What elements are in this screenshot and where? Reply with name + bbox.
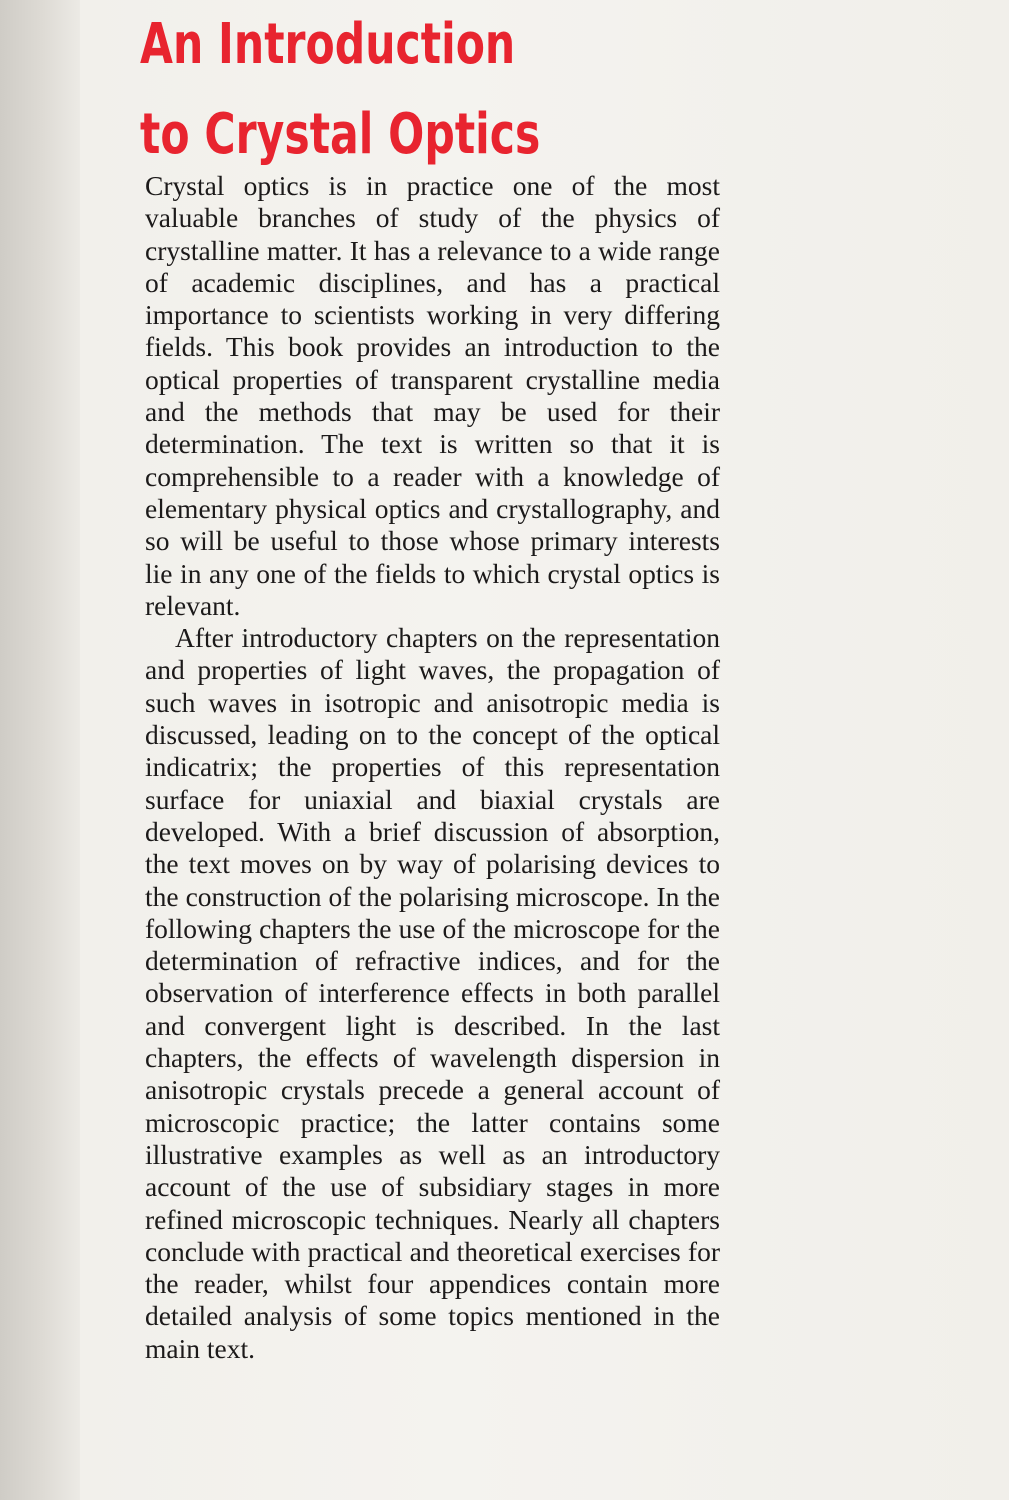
book-gutter-shadow (0, 0, 80, 1500)
description-paragraph-2: After introductory chapters on the representation and properties of light waves, the propagation of such waves in isotropic and anisotropic media is discussed, leading on to the concept of the optical indicatrix; the properties of this representation surface for uniaxial and biaxial crystals are developed. With a brief discussion of absorption, the text moves on by way of polarising devices to the construction of the polarising microscope. In the following chapters the use of the microscope for the determination of refractive indices, and for the observation of interference effects in both parallel and convergent light is described. In the last chapters, the effects of wavelength dispersion in anisotropic crystals precede a general account of microscopic practice; the latter contains some illustrative examples as well as an introductory account of the use of subsidiary stages in more refined microscopic techniques. Nearly all chapters conclude with practical and theoretical exercises for the reader, whilst four appendices contain more detailed analysis of some topics mentioned in the main text. (145, 622, 720, 1364)
book-title-line-2: to Crystal Optics (140, 102, 541, 167)
book-description (145, 170, 720, 1365)
book-title (140, 0, 540, 180)
book-title-line-1: An Introduction (140, 12, 516, 77)
description-paragraph-1: Crystal optics is in practice one of the most valuable branches of study of the physics of crystalline matter. It has a relevance to a wide range of academic disciplines, and has a practical importance to scientists working in very differing fields. This book provides an introduction to the optical properties of transparent crystalline media and the methods that may be used for their determination. The text is written so that it is comprehensible to a reader with a knowledge of elementary physical optics and crystallography, and so will be useful to those whose primary interests lie in any one of the fields to which crystal optics is relevant. (145, 170, 720, 621)
